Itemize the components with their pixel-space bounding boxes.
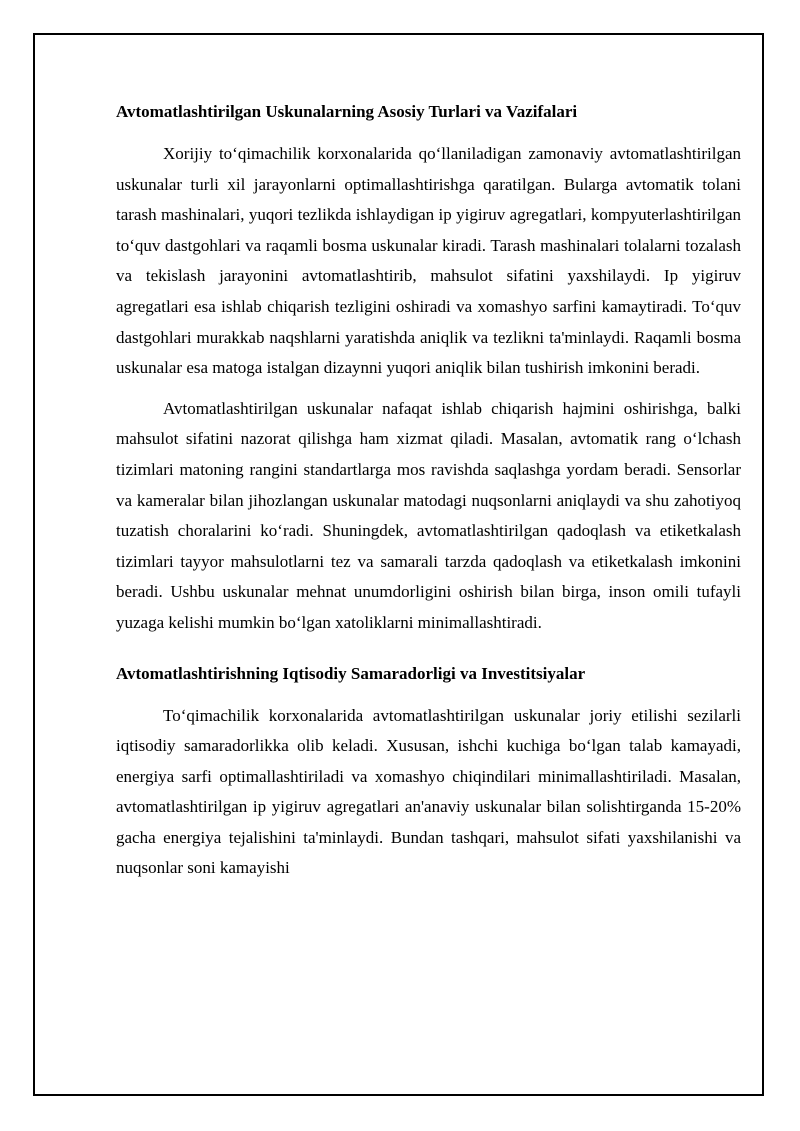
document-body: [116, 97, 741, 894]
section-heading-2: Avtomatlashtirishning Iqtisodiy Samaradorligi va Investitsiyalar: [116, 663, 586, 683]
section-heading-1: Avtomatlashtirilgan Uskunalarning Asosiy Turlari va Vazifalari: [116, 102, 578, 121]
paragraph-2: Avtomatlashtirilgan uskunalar nafaqat ishlab chiqarish hajmini oshirishga, balki mahsulot sifatini nazorat qilishga ham xizmat qiladi. Masalan, avtomatik rang o‘lchash tizimlari matoning rangini standartlarga mos ravishda saqlashga yordam beradi. Sensorlar va kameralar bilan jihozlangan uskunalar matodagi nuqsonlarni aniqlaydi va shu zahotiyoq tuzatish choralarini ko‘radi. Shuningdek, avtomatlashtirilgan qadoqlash va etiketkalash tizimlari tayyor mahsulotlarni tez va samarali tarzda qadoqlash va etiketkalash imkonini beradi. Ushbu uskunalar mehnat unumdorligini oshirish bilan birga, inson omili tufayli yuzaga kelishi mumkin bo‘lgan xatoliklarni minimallashtiradi.: [116, 398, 741, 632]
paragraph-3: To‘qimachilik korxonalarida avtomatlashtirilgan uskunalar joriy etilishi sezilarli iqtisodiy samaradorlikka olib keladi. Xususan, ishchi kuchiga bo‘lgan talab kamayadi, energiya sarfi optimallashtiriladi va xomashyo chiqindilari minimallashtiriladi. Masalan, avtomatlashtirilgan ip yigiruv agregatlari an'anaviy uskunalar bilan solishtirganda 15-20% gacha energiya tejalishini ta'minlaydi. Bundan tashqari, mahsulot sifati yaxshilanishi va nuqsonlar soni kamayishi: [116, 705, 741, 878]
paragraph-1: Xorijiy to‘qimachilik korxonalarida qo‘llaniladigan zamonaviy avtomatlashtirilgan uskunalar turli xil jarayonlarni optimallashtirishga qaratilgan. Bularga avtomatik tolani tarash mashinalari, yuqori tezlikda ishlaydigan ip yigiruv agregatlari, kompyuterlashtirilgan to‘quv dastgohlari va raqamli bosma uskunalar kiradi. Tarash mashinalari tolalarni tozalash va tekislash jarayonini avtomatlashtirib, mahsulot sifatini yaxshilaydi. Ip yigiruv agregatlari esa ishlab chiqarish tezligini oshiradi va xomashyo sarfini kamaytiradi. To‘quv dastgohlari murakkab naqshlarni yaratishda aniqlik va tezlikni ta'minlaydi. Raqamli bosma uskunalar esa matoga istalgan dizaynni yuqori aniqlik bilan tushirish imkonini beradi.: [116, 144, 741, 378]
